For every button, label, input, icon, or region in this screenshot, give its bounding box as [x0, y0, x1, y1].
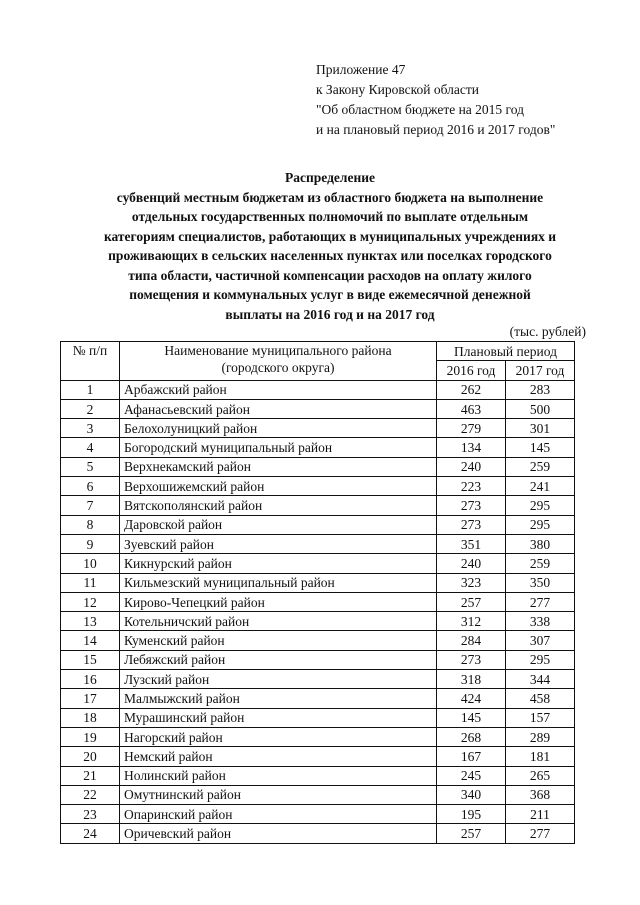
row-value-2017: 289: [506, 727, 575, 746]
row-value-2016: 279: [437, 419, 506, 438]
table-row: [61, 534, 575, 553]
row-district-name: Оричевский район: [120, 824, 437, 843]
header-year-2016: 2016 год: [437, 361, 506, 380]
table-row: [61, 380, 575, 399]
appendix-line: к Закону Кировской области: [316, 82, 480, 97]
table-row: [61, 496, 575, 515]
row-value-2016: 273: [437, 515, 506, 534]
table-row: [61, 612, 575, 631]
row-value-2016: 240: [437, 554, 506, 573]
table-row: [61, 727, 575, 746]
row-number: 11: [61, 573, 120, 592]
table-body: [61, 380, 575, 843]
row-value-2016: 340: [437, 785, 506, 804]
table-header-row: [61, 342, 575, 361]
row-value-2017: 295: [506, 515, 575, 534]
header-name-line: (городского округа): [221, 360, 335, 375]
row-district-name: Даровской район: [120, 515, 437, 534]
distribution-table: [60, 341, 575, 844]
row-number: 6: [61, 477, 120, 496]
row-district-name: Арбажский район: [120, 380, 437, 399]
table-row: [61, 747, 575, 766]
table-row: [61, 419, 575, 438]
row-value-2017: 500: [506, 399, 575, 418]
row-district-name: Котельничский район: [120, 612, 437, 631]
row-number: 15: [61, 650, 120, 669]
table-row: [61, 670, 575, 689]
title-line: помещения и коммунальных услуг в виде ежемесячной денежной: [129, 287, 531, 302]
row-district-name: Омутнинский район: [120, 785, 437, 804]
appendix-reference: [316, 60, 555, 140]
row-value-2017: 338: [506, 612, 575, 631]
row-district-name: Афанасьевский район: [120, 399, 437, 418]
title-line: выплаты на 2016 год и на 2017 год: [225, 306, 435, 322]
row-district-name: Нагорский район: [120, 727, 437, 746]
row-district-name: Малмыжский район: [120, 689, 437, 708]
row-value-2017: 344: [506, 670, 575, 689]
row-value-2016: 351: [437, 534, 506, 553]
row-district-name: Богородский муниципальный район: [120, 438, 437, 457]
table-row: [61, 650, 575, 669]
row-district-name: Лебяжский район: [120, 650, 437, 669]
row-district-name: Нолинский район: [120, 766, 437, 785]
row-district-name: Немский район: [120, 747, 437, 766]
table-row: [61, 689, 575, 708]
row-number: 12: [61, 592, 120, 611]
appendix-line: Приложение 47: [316, 62, 406, 77]
table-row: [61, 592, 575, 611]
row-value-2016: 262: [437, 380, 506, 399]
row-number: 21: [61, 766, 120, 785]
table-row: [61, 708, 575, 727]
header-planned-period: Плановый период: [437, 342, 575, 361]
title-line: типа области, частичной компенсации расходов на оплату жилого: [128, 267, 532, 283]
row-value-2016: 284: [437, 631, 506, 650]
row-value-2016: 273: [437, 496, 506, 515]
row-value-2016: 273: [437, 650, 506, 669]
row-value-2017: 307: [506, 631, 575, 650]
row-district-name: Верхошижемский район: [120, 477, 437, 496]
row-value-2017: 380: [506, 534, 575, 553]
row-value-2016: 240: [437, 457, 506, 476]
row-value-2016: 223: [437, 477, 506, 496]
row-number: 18: [61, 708, 120, 727]
table-row: [61, 785, 575, 804]
row-number: 7: [61, 496, 120, 515]
row-value-2016: 134: [437, 438, 506, 457]
row-number: 24: [61, 824, 120, 843]
row-value-2017: 458: [506, 689, 575, 708]
row-value-2016: 318: [437, 670, 506, 689]
row-value-2016: 257: [437, 592, 506, 611]
row-district-name: Мурашинский район: [120, 708, 437, 727]
row-value-2017: 259: [506, 554, 575, 573]
row-number: 14: [61, 631, 120, 650]
row-district-name: Белохолуницкий район: [120, 419, 437, 438]
row-value-2017: 265: [506, 766, 575, 785]
row-district-name: Кирово-Чепецкий район: [120, 592, 437, 611]
row-district-name: Кильмезский муниципальный район: [120, 573, 437, 592]
appendix-line: и на плановый период 2016 и 2017 годов": [316, 122, 556, 137]
table-row: [61, 554, 575, 573]
row-value-2017: 295: [506, 496, 575, 515]
row-district-name: Верхнекамский район: [120, 457, 437, 476]
row-value-2017: 145: [506, 438, 575, 457]
row-value-2017: 157: [506, 708, 575, 727]
row-value-2017: 211: [506, 805, 575, 824]
row-district-name: Вятскополянский район: [120, 496, 437, 515]
table-row: [61, 438, 575, 457]
title-line: проживающих в сельских населенных пунктах или поселках городского: [108, 248, 552, 263]
title-line: отдельных государственных полномочий по выплате отдельным: [131, 209, 529, 224]
document-title: [60, 168, 600, 324]
row-value-2016: 257: [437, 824, 506, 843]
row-district-name: Лузский район: [120, 670, 437, 689]
table-row: [61, 631, 575, 650]
row-value-2017: 350: [506, 573, 575, 592]
row-value-2017: 277: [506, 824, 575, 843]
row-value-2017: 241: [506, 477, 575, 496]
row-number: 16: [61, 670, 120, 689]
row-value-2016: 195: [437, 805, 506, 824]
row-value-2016: 424: [437, 689, 506, 708]
table-row: [61, 805, 575, 824]
row-number: 22: [61, 785, 120, 804]
row-value-2016: 268: [437, 727, 506, 746]
title-line: субвенций местным бюджетам из областного бюджета на выполнение: [116, 189, 544, 205]
row-number: 23: [61, 805, 120, 824]
row-number: 13: [61, 612, 120, 631]
row-number: 5: [61, 457, 120, 476]
table-row: [61, 515, 575, 534]
row-number: 3: [61, 419, 120, 438]
table-row: [61, 457, 575, 476]
title-line: категориям специалистов, работающих в муниципальных учреждениях и: [103, 228, 557, 244]
header-year-2017: 2017 год: [506, 361, 575, 380]
row-number: 2: [61, 399, 120, 418]
row-value-2017: 181: [506, 747, 575, 766]
row-number: 20: [61, 747, 120, 766]
row-value-2017: 301: [506, 419, 575, 438]
table-row: [61, 399, 575, 418]
row-value-2016: 463: [437, 399, 506, 418]
row-value-2017: 259: [506, 457, 575, 476]
row-number: 4: [61, 438, 120, 457]
appendix-line: "Об областном бюджете на 2015 год: [316, 102, 524, 117]
header-name-line: Наименование муниципального района: [164, 343, 392, 358]
row-value-2016: 167: [437, 747, 506, 766]
row-number: 1: [61, 380, 120, 399]
table-row: [61, 573, 575, 592]
row-value-2016: 323: [437, 573, 506, 592]
units-label: (тыс. рублей): [509, 324, 586, 339]
row-district-name: Опаринский район: [120, 805, 437, 824]
table-row: [61, 824, 575, 843]
row-value-2017: 277: [506, 592, 575, 611]
row-number: 17: [61, 689, 120, 708]
row-district-name: Кикнурский район: [120, 554, 437, 573]
header-number: № п/п: [61, 342, 120, 381]
header-district-name: [120, 342, 437, 381]
table-row: [61, 477, 575, 496]
row-value-2017: 295: [506, 650, 575, 669]
row-value-2017: 368: [506, 785, 575, 804]
row-number: 19: [61, 727, 120, 746]
row-value-2017: 283: [506, 380, 575, 399]
table-row: [61, 766, 575, 785]
row-value-2016: 245: [437, 766, 506, 785]
row-value-2016: 145: [437, 708, 506, 727]
row-district-name: Куменский район: [120, 631, 437, 650]
row-number: 9: [61, 534, 120, 553]
row-number: 8: [61, 515, 120, 534]
row-district-name: Зуевский район: [120, 534, 437, 553]
title-line: Распределение: [284, 170, 376, 185]
row-number: 10: [61, 554, 120, 573]
row-value-2016: 312: [437, 612, 506, 631]
